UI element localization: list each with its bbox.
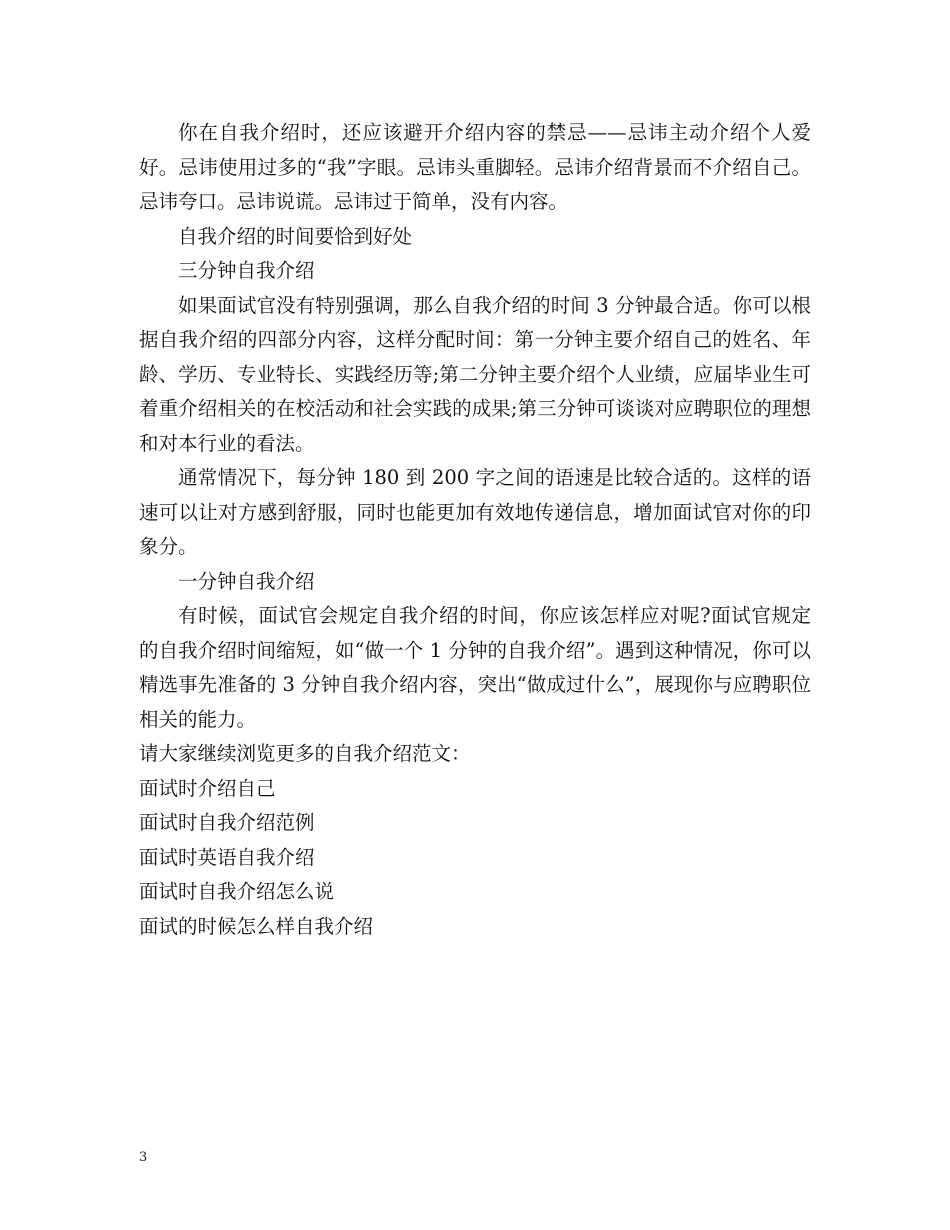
- paragraph-one-minute: 有时候，面试官会规定自我介绍的时间，你应该怎样应对呢?面试官规定的自我介绍时间缩短，如“做一个 1 分钟的自我介绍”。遇到这种情况，你可以精选事先准备的 3 分钟自我介绍内容，突出“做成过什么”，展现你与应聘职位相关的能力。: [139, 604, 811, 731]
- heading-three-minute: 三分钟自我介绍: [178, 259, 315, 282]
- related-link-item[interactable]: 面试时介绍自己: [139, 776, 276, 800]
- paragraph-more-examples: 请大家继续浏览更多的自我介绍范文：: [139, 742, 471, 765]
- related-link-item[interactable]: 面试时自我介绍怎么说: [139, 880, 335, 903]
- related-link-item[interactable]: 面试时自我介绍范例: [139, 811, 315, 834]
- heading-timing: 自我介绍的时间要恰到好处: [178, 224, 413, 248]
- paragraph-three-minute: 如果面试官没有特别强调，那么自我介绍的时间 3 分钟最合适。你可以根据自我介绍的四部分内容，这样分配时间：第一分钟主要介绍自己的姓名、年龄、学历、专业特长、实践经历等;第二分钟主要介绍个人业绩，应届毕业生可着重介绍相关的在校活动和社会实践的成果;第三分钟可谈谈对应聘职位的理想和对本行业的看法。: [139, 293, 811, 455]
- document-body: [139, 116, 811, 944]
- page-number: 3: [139, 1150, 148, 1165]
- heading-one-minute: 一分钟自我介绍: [178, 569, 315, 593]
- paragraph-taboos: 你在自我介绍时，还应该避开介绍内容的禁忌——忌讳主动介绍个人爱好。忌讳使用过多的“我”字眼。忌讳头重脚轻。忌讳介绍背景而不介绍自己。忌讳夸口。忌讳说谎。忌讳过于简单，没有内容。: [139, 121, 811, 213]
- related-link-item[interactable]: 面试时英语自我介绍: [139, 845, 315, 869]
- related-link-item[interactable]: 面试的时候怎么样自我介绍: [139, 914, 374, 938]
- paragraph-speech-rate: 通常情况下，每分钟 180 到 200 字之间的语速是比较合适的。这样的语速可以让对方感到舒服，同时也能更加有效地传递信息，增加面试官对你的印象分。: [139, 466, 811, 558]
